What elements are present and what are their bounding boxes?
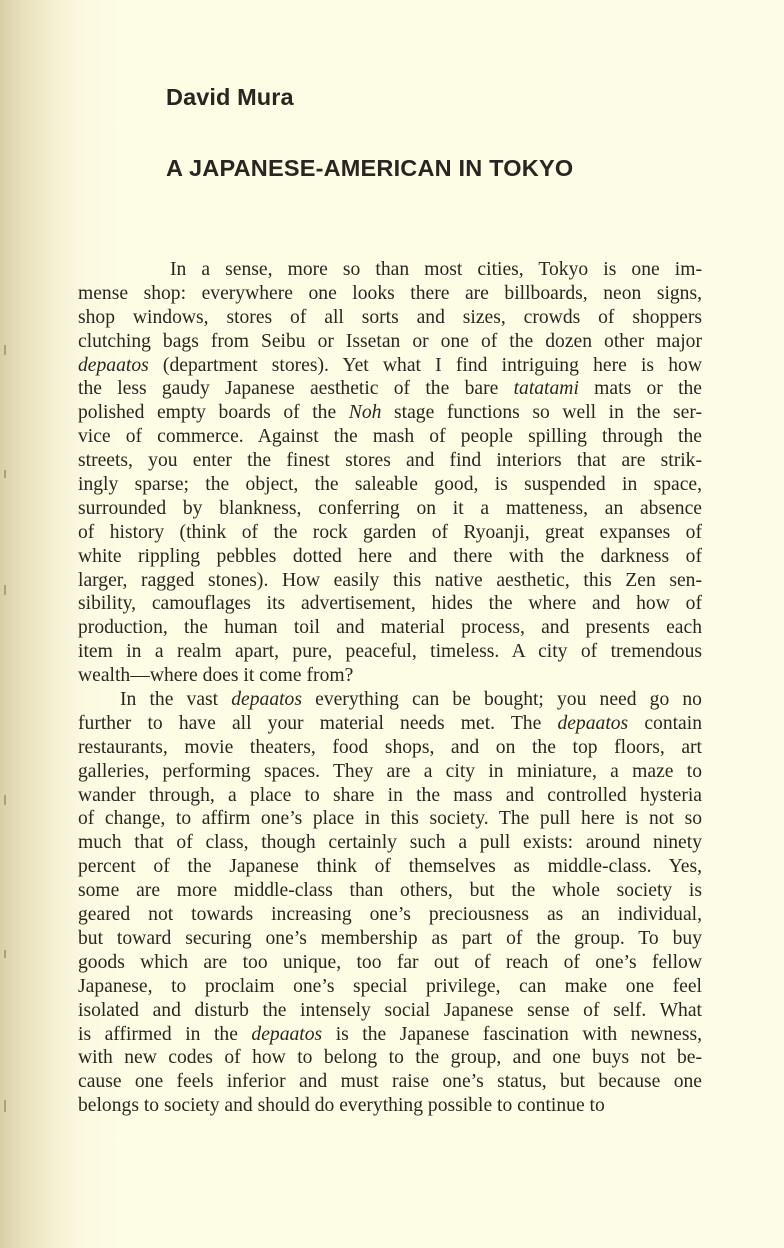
text-run: the less gaudy Japanese aesthetic of the bare	[78, 378, 514, 400]
text-run: larger, ragged stones). How easily this native aesthetic, this Zen sen-	[78, 569, 702, 591]
text-run: shop windows, stores of all sorts and sizes, crowds of shoppers	[78, 306, 702, 328]
binding-mark	[4, 950, 6, 958]
text-line	[78, 712, 702, 736]
text-run: cause one feels inferior and must raise one’s status, but because one	[78, 1071, 702, 1093]
text-run: everything can be bought; you need go no	[301, 689, 702, 711]
italic-term: depaatos	[78, 354, 149, 376]
text-run: geared not towards increasing one’s preciousness as an individual,	[78, 904, 702, 926]
author-name: David Mura	[166, 84, 294, 110]
text-run: clutching bags from Seibu or Issetan or one of the dozen other major	[78, 330, 702, 352]
text-line	[78, 640, 702, 664]
text-run: Japanese, to proclaim one’s special privilege, can make one feel	[78, 975, 702, 997]
text-run: of change, to affirm one’s place in this society. The pull here is not so	[78, 808, 702, 830]
essay-title: A JAPANESE-AMERICAN IN TOKYO	[166, 155, 574, 181]
text-run: contain	[628, 712, 702, 734]
text-line	[78, 736, 702, 760]
text-run: is the Japanese fascination with newness,	[322, 1023, 703, 1045]
text-run: is affirmed in the	[78, 1023, 252, 1045]
text-run: galleries, performing spaces. They are a city in miniature, a maze to	[78, 760, 702, 782]
text-line	[78, 306, 702, 330]
text-line	[78, 927, 702, 951]
text-run: but toward securing one’s membership as part of the group. To buy	[78, 927, 702, 949]
text-run: goods which are too unique, too far out of reach of one’s fellow	[78, 951, 702, 973]
text-line	[78, 855, 702, 879]
text-run: In the vast	[120, 689, 232, 711]
text-run: In a sense, more so than most cities, Tokyo is one im-	[170, 259, 702, 280]
text-line	[78, 903, 702, 927]
text-run: sibility, camouflages its advertisement, hides the where and how of	[78, 593, 702, 615]
text-line	[78, 616, 702, 640]
text-run: with new codes of how to belong to the group, and one buys not be-	[78, 1047, 702, 1069]
paragraph	[78, 258, 702, 688]
text-run: item in a realm apart, pure, peaceful, timeless. A city of tremendous	[78, 641, 702, 663]
text-line	[78, 784, 702, 808]
text-line	[78, 354, 702, 378]
text-line	[78, 401, 702, 425]
text-run: production, the human toil and material process, and presents each	[78, 617, 702, 639]
text-line	[78, 999, 702, 1023]
text-run: ingly sparse; the object, the saleable good, is suspended in space,	[78, 474, 702, 496]
text-line	[78, 1046, 702, 1070]
text-run: polished empty boards of the	[78, 402, 349, 424]
text-run: mats or the	[578, 378, 703, 400]
text-line	[78, 569, 702, 593]
text-line	[78, 831, 702, 855]
text-line	[78, 545, 702, 569]
text-line	[78, 282, 702, 306]
text-run: stage functions so well in the ser-	[381, 402, 702, 424]
text-line	[78, 473, 702, 497]
text-line	[78, 330, 702, 354]
text-run: vice of commerce. Against the mash of people spilling through the	[78, 426, 702, 448]
binding-mark	[4, 345, 6, 355]
essay-body	[78, 258, 702, 1118]
text-run: restaurants, movie theaters, food shops, and on the top floors, art	[78, 736, 702, 758]
italic-term: depaatos	[251, 1023, 323, 1045]
text-line	[78, 497, 702, 521]
text-line	[78, 807, 702, 831]
text-run: wealth—where does it come from?	[78, 665, 354, 687]
text-line	[78, 951, 702, 975]
text-line	[78, 664, 702, 688]
text-line	[78, 760, 702, 784]
paragraph	[78, 688, 702, 1118]
text-run: much that of class, though certainly such a pull exists: around ninety	[78, 832, 702, 854]
text-run: some are more middle-class than others, but the whole society is	[78, 880, 702, 902]
text-run: mense shop: everywhere one looks there are billboards, neon signs,	[78, 282, 702, 304]
text-line	[78, 425, 702, 449]
text-run: isolated and disturb the intensely social Japanese sense of self. What	[78, 999, 702, 1021]
binding-mark	[4, 795, 6, 805]
binding-mark	[4, 1100, 6, 1112]
text-run: wander through, a place to share in the mass and controlled hysteria	[78, 784, 702, 806]
text-line	[78, 521, 702, 545]
text-line	[78, 975, 702, 999]
italic-term: Noh	[348, 402, 382, 424]
binding-mark	[4, 585, 6, 595]
text-run: percent of the Japanese think of themselves as middle-class. Yes,	[78, 856, 702, 878]
text-run: surrounded by blankness, conferring on it a matteness, an absence	[78, 497, 702, 519]
italic-term: depaatos	[231, 689, 302, 711]
text-run: belongs to society and should do everything possible to continue to	[78, 1095, 605, 1117]
text-run: further to have all your material needs met. The	[78, 712, 558, 734]
text-line	[78, 1023, 702, 1047]
text-line	[78, 879, 702, 903]
text-run: of history (think of the rock garden of Ryoanji, great expanses of	[78, 521, 702, 543]
text-run: (department stores). Yet what I find intriguing here is how	[148, 354, 702, 376]
italic-term: depaatos	[557, 712, 629, 734]
text-line	[78, 449, 702, 473]
text-line	[78, 377, 702, 401]
text-line	[78, 688, 702, 712]
text-line	[78, 1070, 702, 1094]
binding-mark	[4, 470, 6, 478]
text-run: streets, you enter the finest stores and find interiors that are strik-	[78, 450, 702, 472]
text-line	[78, 258, 702, 282]
text-line	[78, 592, 702, 616]
text-line	[78, 1094, 702, 1118]
text-run: white rippling pebbles dotted here and there with the darkness of	[78, 545, 702, 567]
italic-term: tatatami	[513, 378, 579, 400]
